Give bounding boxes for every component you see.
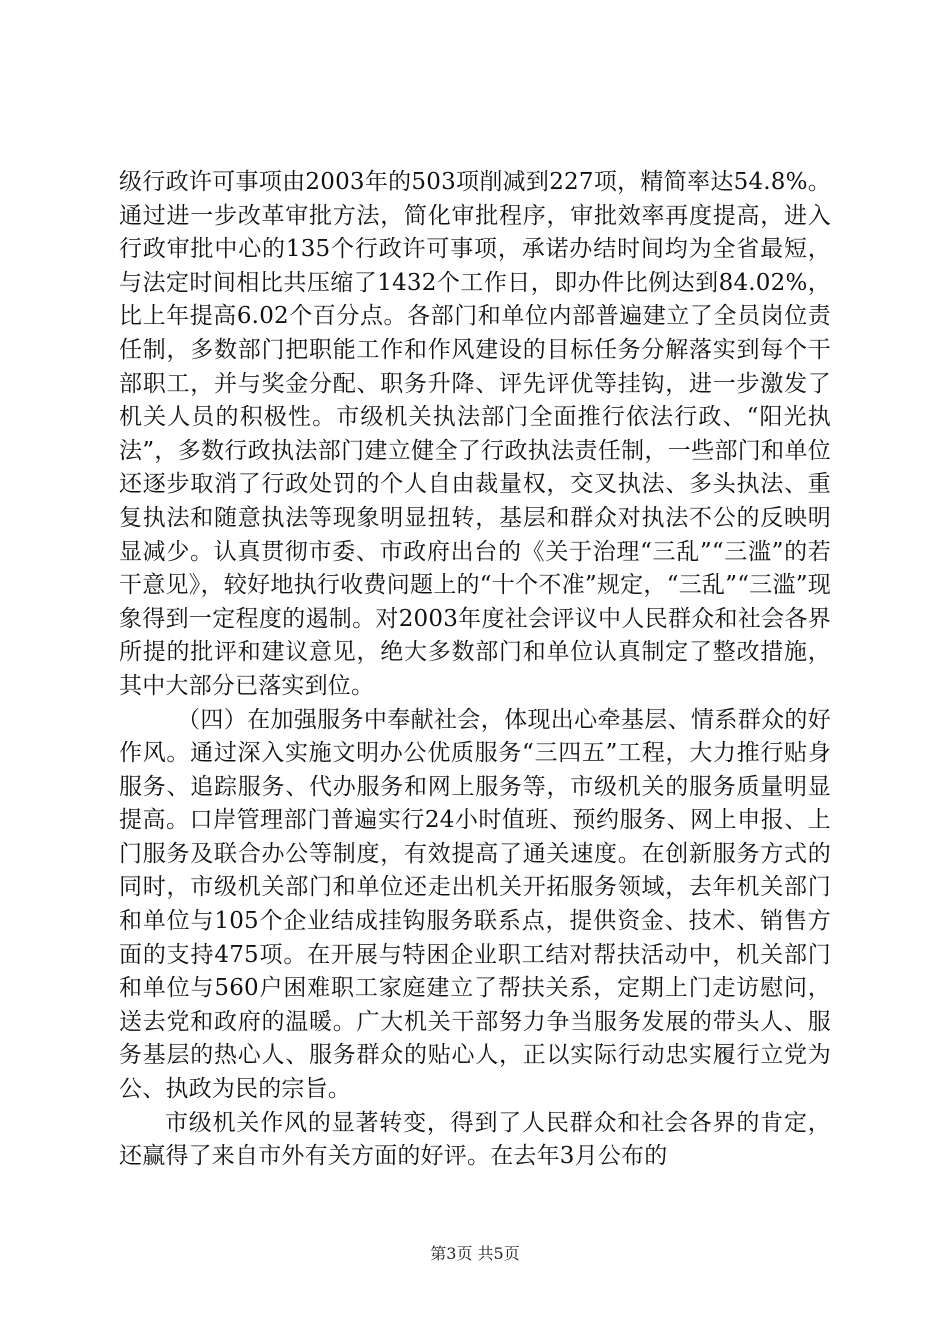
paragraph-recognition: 市级机关作风的显著转变，得到了人民群众和社会各界的肯定，还赢得了来自市外有关方面的好评。在去年3月公布的 (119, 1109, 831, 1170)
page-number-footer: 第3页 共5页 (430, 1244, 520, 1263)
paragraph-permits-and-enforcement: 级行政许可事项由2003年的503项削减到227项，精简率达54.8%。通过进一步改革审批方法，简化审批程序，审批效率再度提高，进入行政审批中心的135个行政许可事项，承诺办结时间均为全省最短，与法定时间相比共压缩了1432个工作日，即办件比例达到84.02%，比上年提高6.02个百分点。各部门和单位内部普遍建立了全员岗位责任制，多数部门把职能工作和作风建设的目标任务分解落实到每个干部职工，并与奖金分配、职务升降、评先评优等挂钩，进一步激发了机关人员的积极性。市级机关执法部门全面推行依法行政、“阳光执法”，多数行政执法部门建立健全了行政执法责任制，一些部门和单位还逐步取消了行政处罚的个人自由裁量权，交叉执法、多头执法、重复执法和随意执法等现象明显扭转，基层和群众对执法不公的反映明显减少。认真贯彻市委、市政府出台的《关于治理“三乱”“三滥”的若干意见》，较好地执行收费问题上的“十个不准”规定，“三乱”“三滥”现象得到一定程度的遏制。对2003年度社会评议中人民群众和社会各界所提的批评和建议意见，绝大多数部门和单位认真制定了整改措施，其中大部分已落实到位。 (119, 169, 831, 699)
paragraph-service-section-four: （四）在加强服务中奉献社会，体现出心牵基层、情系群众的好作风。通过深入实施文明办公优质服务“三四五”工程，大力推行贴身服务、追踪服务、代办服务和网上服务等，市级机关的服务质量明显提高。口岸管理部门普遍实行24小时值班、预约服务、网上申报、上门服务及联合办公等制度，有效提高了通关速度。在创新服务方式的同时，市级机关部门和单位还走出机关开拓服务领域，去年机关部门和单位与105个企业结成挂钩服务联系点，提供资金、技术、销售方面的支持475项。在开展与特困企业职工结对帮扶活动中，机关部门和单位与560户困难职工家庭建立了帮扶关系，定期上门走访慰问，送去党和政府的温暖。广大机关干部努力争当服务发展的带头人、服务基层的热心人、服务群众的贴心人，正以实际行动忠实履行立党为公、执政为民的宗旨。 (119, 706, 831, 1103)
document-body (119, 166, 831, 1174)
